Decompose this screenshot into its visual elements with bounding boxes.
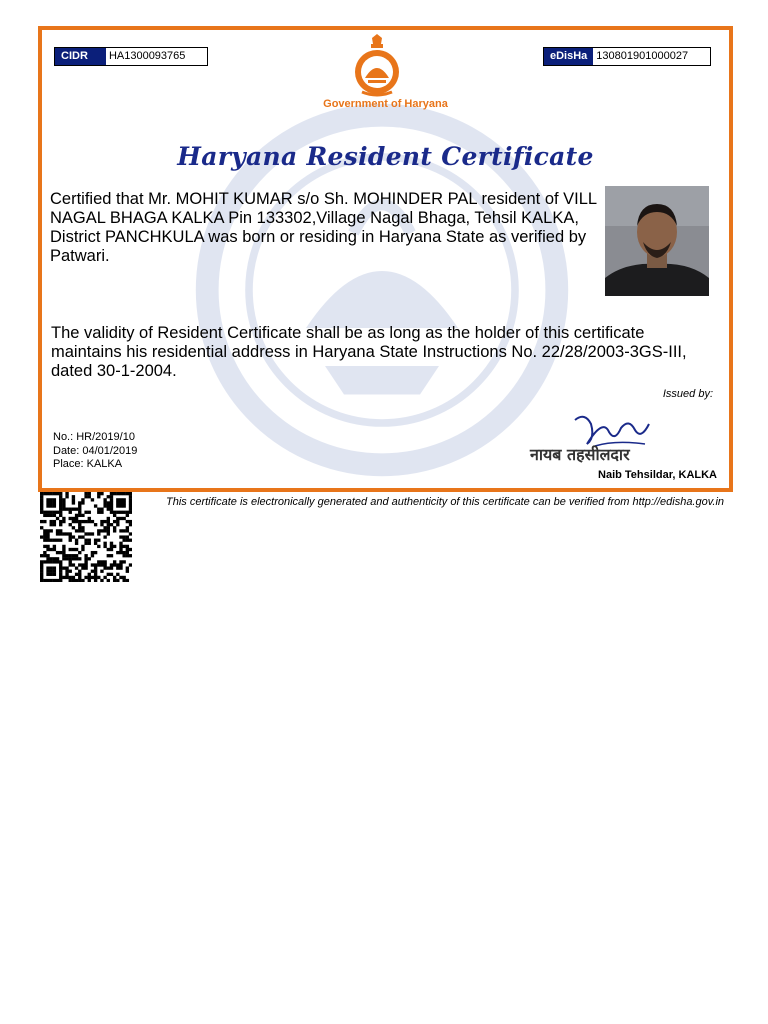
certificate-place: Place: KALKA [53, 458, 123, 470]
issued-by-label: Issued by: [662, 388, 713, 400]
certificate-date: Date: 04/01/2019 [53, 444, 138, 457]
certificate-title: Haryana Resident Certificate [177, 142, 594, 171]
certification-paragraph: Certified that Mr. MOHIT KUMAR s/o Sh. MOHINDER PAL resident of VILL NAGAL BHAGA KALKA Pin 133302,Village Nagal Bhaga, Tehsil KALKA, District PANCHKULA was born or residing in Haryana State as verified by Patwari. [50, 190, 597, 265]
qr-code [40, 492, 132, 582]
svg-text:नायब तहसीलदार: नायब तहसीलदार [530, 445, 630, 464]
haryana-emblem-icon [350, 34, 404, 98]
cidr-id-label: CIDR Id [55, 48, 106, 65]
edisha-value: 130801901000027 [593, 48, 710, 65]
cidr-id-value: HA1300093765 [106, 48, 207, 65]
validity-paragraph: The validity of Resident Certificate shall be as long as the holder of this certificate maintains his residential address in Haryana State Instructions No. 22/28/2003-3GS-III, dated 30-1-2004. [51, 324, 687, 380]
signature-stamp [525, 410, 705, 468]
edisha-id-box [543, 47, 711, 66]
certificate [38, 26, 733, 492]
signatory-title: Naib Tehsildar, KALKA [598, 469, 717, 481]
government-heading: Government of Haryana [323, 98, 448, 110]
edisha-label: eDisHa [544, 48, 593, 65]
cidr-id-box [54, 47, 208, 77]
certificate-meta [53, 431, 137, 472]
certificate-number: No.: HR/2019/10 [53, 431, 135, 443]
verification-note: This certificate is electronically generated and authenticity of this certificate can be verified from http://edisha.gov.in [166, 496, 725, 508]
holder-photo [605, 186, 709, 296]
